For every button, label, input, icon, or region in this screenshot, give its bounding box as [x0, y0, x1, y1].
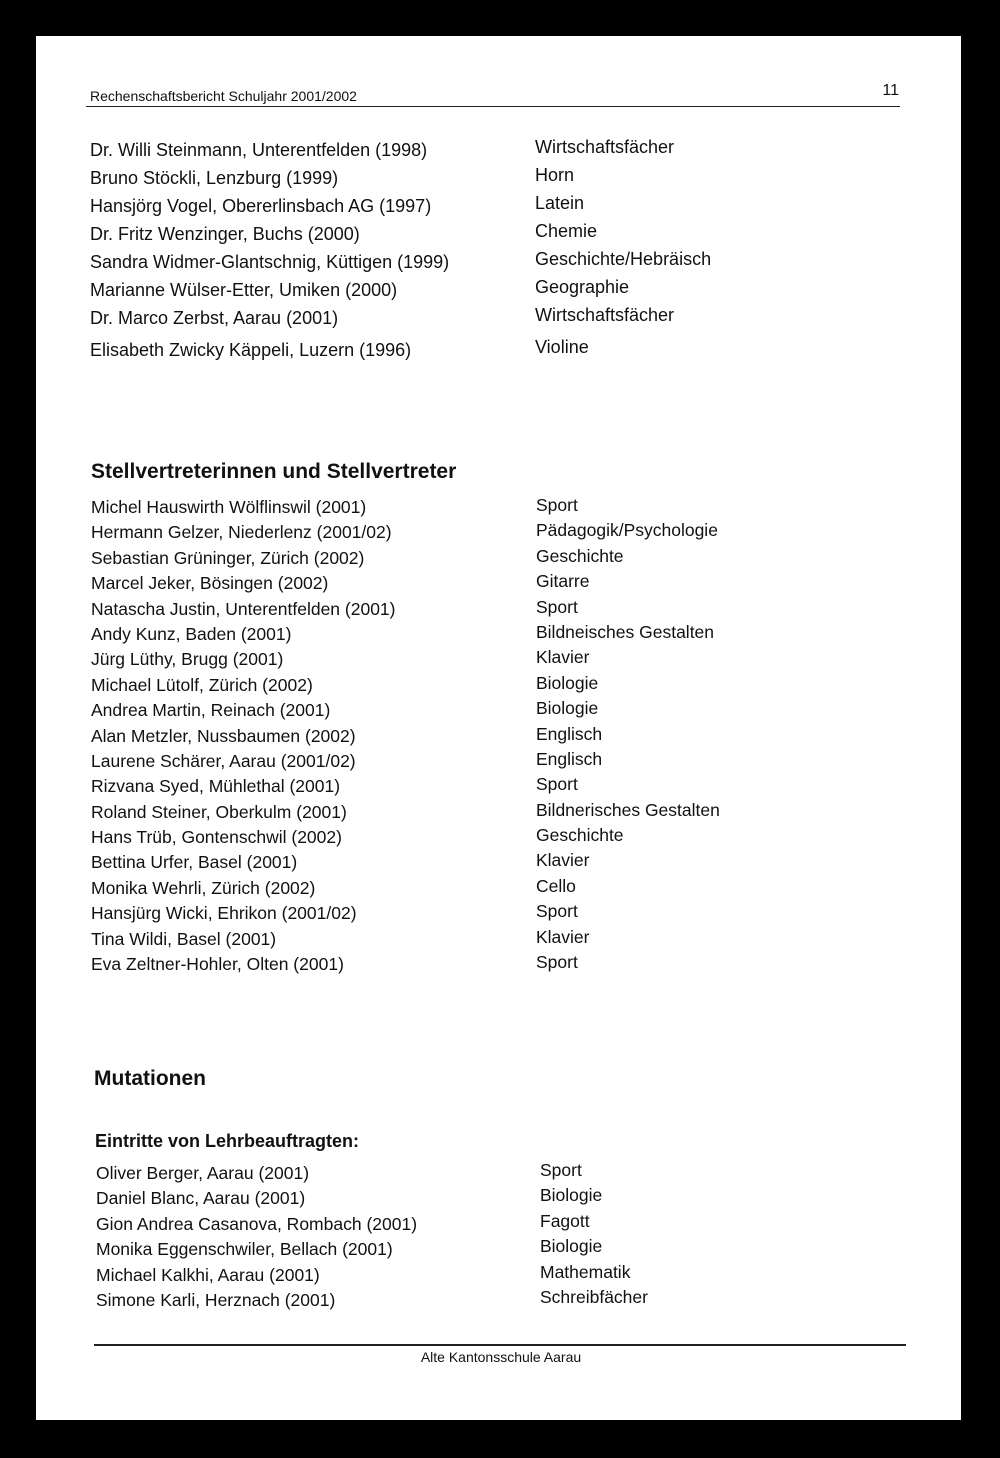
subject: Mathematik: [540, 1261, 631, 1282]
list-item: [91, 497, 791, 522]
person-name: Roland Steiner, Oberkulm (2001): [91, 801, 347, 822]
subject: Sport: [536, 596, 578, 617]
substitute-list: [91, 497, 791, 979]
subject: Fagott: [540, 1210, 590, 1231]
person-name: Marcel Jeker, Bösingen (2002): [91, 573, 329, 594]
subject: Bildneisches Gestalten: [536, 621, 715, 642]
subject: Sport: [540, 1160, 582, 1180]
person-name: Dr. Fritz Wenzinger, Buchs (2000): [90, 224, 360, 244]
list-item: [90, 193, 790, 224]
person-name: Hansjürg Wicki, Ehrikon (2001/02): [91, 903, 357, 924]
subject: Pädagogik/Psychologie: [536, 520, 718, 541]
person-name: Hansjörg Vogel, Obererlinsbach AG (1997): [90, 196, 432, 216]
person-name: Gion Andrea Casanova, Rombach (2001): [96, 1213, 418, 1234]
footer-text: Alte Kantonsschule Aarau: [420, 1349, 582, 1365]
list-item: [90, 337, 790, 368]
person-name: Monika Wehrli, Zürich (2002): [91, 877, 316, 898]
subject: Englisch: [536, 723, 603, 744]
person-name: Monika Eggenschwiler, Bellach (2001): [96, 1239, 393, 1260]
person-name: Natascha Justin, Unterentfelden (2001): [91, 598, 396, 619]
header-rule: [86, 106, 900, 107]
person-name: Elisabeth Zwicky Käppeli, Luzern (1996): [90, 340, 412, 360]
person-name: Dr. Marco Zerbst, Aarau (2001): [90, 308, 339, 328]
person-name: Hans Trüb, Gontenschwil (2002): [91, 827, 342, 848]
person-name: Marianne Wülser-Etter, Umiken (2000): [90, 280, 398, 300]
person-name: Michael Kalkhi, Aarau (2001): [96, 1264, 320, 1285]
subject: Wirtschaftsfächer: [535, 137, 675, 157]
person-name: Michael Lütolf, Zürich (2002): [91, 674, 313, 695]
page-number: 11: [882, 82, 899, 99]
person-name: Hermann Gelzer, Niederlenz (2001/02): [91, 522, 392, 543]
list-item: [91, 776, 791, 801]
subject: Englisch: [536, 748, 603, 769]
subject: Klavier: [536, 647, 590, 668]
list-item: [91, 573, 791, 598]
person-name: Rizvana Syed, Mühlethal (2001): [91, 776, 341, 797]
subject: Biologie: [536, 672, 599, 693]
subject: Geschichte: [536, 825, 624, 846]
subject: Sport: [536, 901, 578, 922]
subject: Geschichte: [536, 545, 624, 566]
list-item: [96, 1236, 796, 1264]
person-name: Simone Karli, Herznach (2001): [96, 1289, 336, 1310]
subject: Klavier: [536, 926, 590, 947]
person-name: Jürg Lüthy, Brugg (2001): [91, 649, 284, 670]
subject: Sport: [536, 495, 578, 515]
list-item: [91, 852, 791, 877]
list-item: [90, 221, 790, 252]
footer-rule: [94, 1344, 906, 1346]
person-name: Bruno Stöckli, Lenzburg (1999): [90, 168, 339, 188]
person-name: Bettina Urfer, Basel (2001): [91, 852, 298, 873]
subject: Sport: [536, 774, 578, 795]
list-item: [91, 700, 791, 725]
person-name: Daniel Blanc, Aarau (2001): [96, 1188, 306, 1209]
entries-subheading: Eintritte von Lehrbeauftragten:: [95, 1131, 360, 1151]
subject: Wirtschaftsfächer: [535, 305, 675, 325]
person-name: Michel Hauswirth Wölflinswil (2001): [91, 497, 367, 517]
list-item: [91, 954, 791, 979]
document-page: [36, 36, 961, 1420]
list-item: [91, 522, 791, 547]
person-name: Eva Zeltner-Hohler, Olten (2001): [91, 954, 344, 975]
list-item: [90, 137, 790, 168]
list-item: [91, 672, 791, 700]
subject: Chemie: [535, 221, 598, 241]
list-item: [91, 875, 791, 903]
list-item: [91, 545, 791, 573]
list-item: [91, 596, 791, 624]
list-item: [96, 1185, 796, 1213]
person-name: Alan Metzler, Nussbaumen (2002): [91, 725, 356, 746]
subject: Horn: [535, 165, 575, 185]
person-name: Dr. Willi Steinmann, Unterentfelden (1998): [90, 140, 428, 160]
list-item: [91, 723, 791, 751]
list-item: [91, 926, 791, 954]
list-item: [96, 1286, 796, 1315]
person-name: Andrea Martin, Reinach (2001): [91, 700, 331, 721]
subject: Klavier: [536, 850, 590, 871]
subject: Geographie: [535, 277, 630, 297]
subject: Biologie: [536, 698, 599, 719]
list-item: [91, 827, 791, 852]
subject: Biologie: [540, 1236, 603, 1257]
list-item: [91, 748, 791, 776]
subject: Schreibfächer: [540, 1286, 648, 1307]
person-name: Andy Kunz, Baden (2001): [91, 623, 292, 644]
subject: Sport: [536, 952, 578, 973]
list-item: [91, 649, 791, 674]
list-item: [91, 799, 791, 827]
list-item: [90, 277, 790, 308]
list-item: [96, 1160, 796, 1188]
entries-list: [96, 1160, 796, 1315]
list-item: [90, 305, 790, 336]
list-item: [90, 249, 790, 280]
list-item: [91, 621, 791, 649]
subject: Violine: [535, 337, 589, 357]
mutations-heading: Mutationen: [94, 1067, 206, 1090]
list-item: [90, 165, 790, 196]
subject: Biologie: [540, 1185, 603, 1206]
subject: Latein: [535, 193, 585, 213]
person-name: Laurene Schärer, Aarau (2001/02): [91, 750, 356, 771]
person-name: Sebastian Grüninger, Zürich (2002): [91, 547, 365, 568]
subject: Bildnerisches Gestalten: [536, 799, 720, 820]
person-name: Oliver Berger, Aarau (2001): [96, 1163, 310, 1183]
list-item: [96, 1261, 796, 1290]
list-item: [91, 903, 791, 928]
person-name: Tina Wildi, Basel (2001): [91, 928, 277, 949]
person-name: Sandra Widmer-Glantschnig, Küttigen (1999): [90, 252, 450, 272]
subject: Cello: [536, 875, 576, 896]
subject: Geschichte/Hebräisch: [535, 249, 712, 269]
substitutes-heading: Stellvertreterinnen und Stellvertreter: [91, 460, 457, 483]
list-item: [96, 1210, 796, 1239]
teacher-list: [90, 137, 790, 368]
header-title: Rechenschaftsbericht Schuljahr 2001/2002: [90, 88, 357, 104]
subject: Gitarre: [536, 571, 590, 592]
